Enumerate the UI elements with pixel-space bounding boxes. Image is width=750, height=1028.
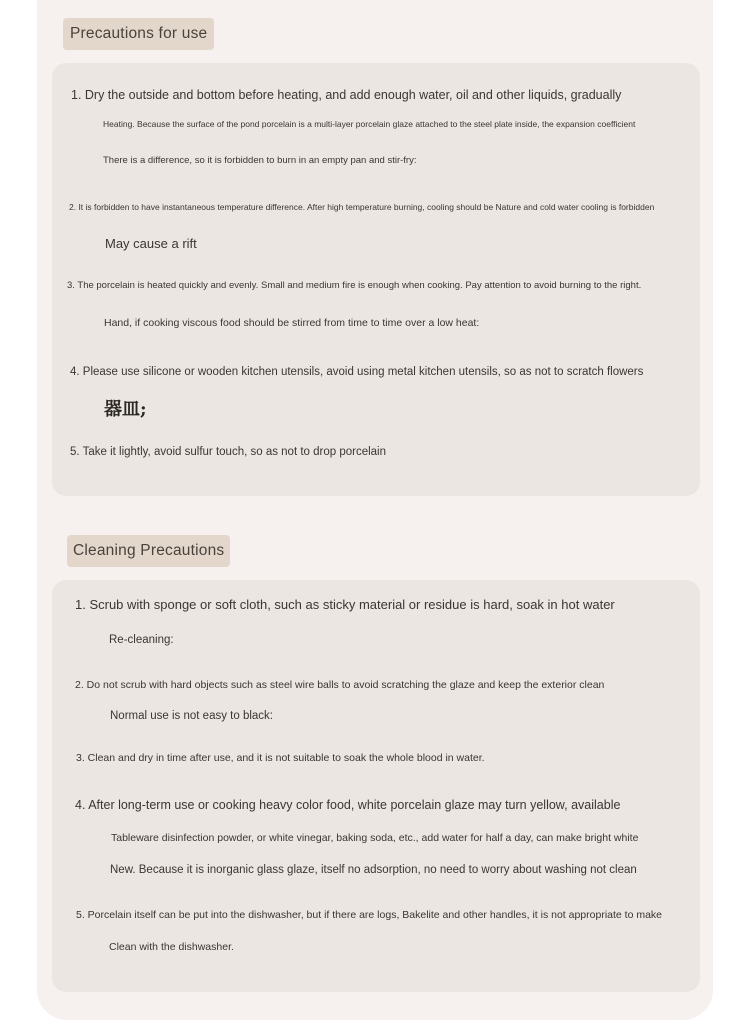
precautions-heading: Precautions for use — [63, 18, 214, 50]
clean-item-2-line-2: Normal use is not easy to black: — [110, 710, 273, 722]
use-item-1-line-3: There is a difference, so it is forbidden to burn in an empty pan and stir-fry: — [103, 155, 417, 166]
use-item-2-line-1: 2. It is forbidden to have instantaneous temperature difference. After high temperature burning, cooling should be Nature and cold water cooling is forbidden — [69, 202, 655, 212]
use-item-4-line-2: 器皿; — [104, 399, 147, 420]
use-item-3-line-2: Hand, if cooking viscous food should be stirred from time to time over a low heat: — [104, 317, 480, 329]
cleaning-heading: Cleaning Precautions — [67, 535, 230, 567]
clean-item-4-line-1: 4. After long-term use or cooking heavy color food, white porcelain glaze may turn yellow, available — [75, 798, 621, 812]
use-item-5-line-1: 5. Take it lightly, avoid sulfur touch, so as not to drop porcelain — [70, 446, 387, 458]
use-item-2-line-2: May cause a rift — [105, 236, 197, 251]
clean-item-4-line-2: Tableware disinfection powder, or white vinegar, baking soda, etc., add water for half a day, can make bright white — [111, 832, 639, 844]
clean-item-1-line-2: Re-cleaning: — [109, 634, 174, 646]
clean-item-5-line-2: Clean with the dishwasher. — [109, 941, 234, 953]
use-item-1-line-2: Heating. Because the surface of the pond porcelain is a multi-layer porcelain glaze attached to the steel plate inside, the expansion coefficient — [103, 119, 636, 129]
clean-item-3-line-1: 3. Clean and dry in time after use, and it is not suitable to soak the whole blood in water. — [76, 752, 485, 764]
clean-item-4-line-3: New. Because it is inorganic glass glaze, itself no adsorption, no need to worry about washing not clean — [110, 864, 637, 876]
use-item-1-line-1: 1. Dry the outside and bottom before heating, and add enough water, oil and other liquids, gradually — [71, 88, 622, 102]
use-item-4-line-1: 4. Please use silicone or wooden kitchen utensils, avoid using metal kitchen utensils, so as not to scratch flowers — [70, 366, 644, 378]
use-item-3-line-1: 3. The porcelain is heated quickly and evenly. Small and medium fire is enough when cooking. Pay attention to avoid burning to the right. — [67, 280, 642, 291]
clean-item-1-line-1: 1. Scrub with sponge or soft cloth, such as sticky material or residue is hard, soak in hot water — [75, 597, 615, 612]
clean-item-5-line-1: 5. Porcelain itself can be put into the dishwasher, but if there are logs, Bakelite and other handles, it is not appropriate to make — [76, 909, 663, 921]
clean-item-2-line-1: 2. Do not scrub with hard objects such as steel wire balls to avoid scratching the glaze and keep the exterior clean — [75, 679, 605, 691]
